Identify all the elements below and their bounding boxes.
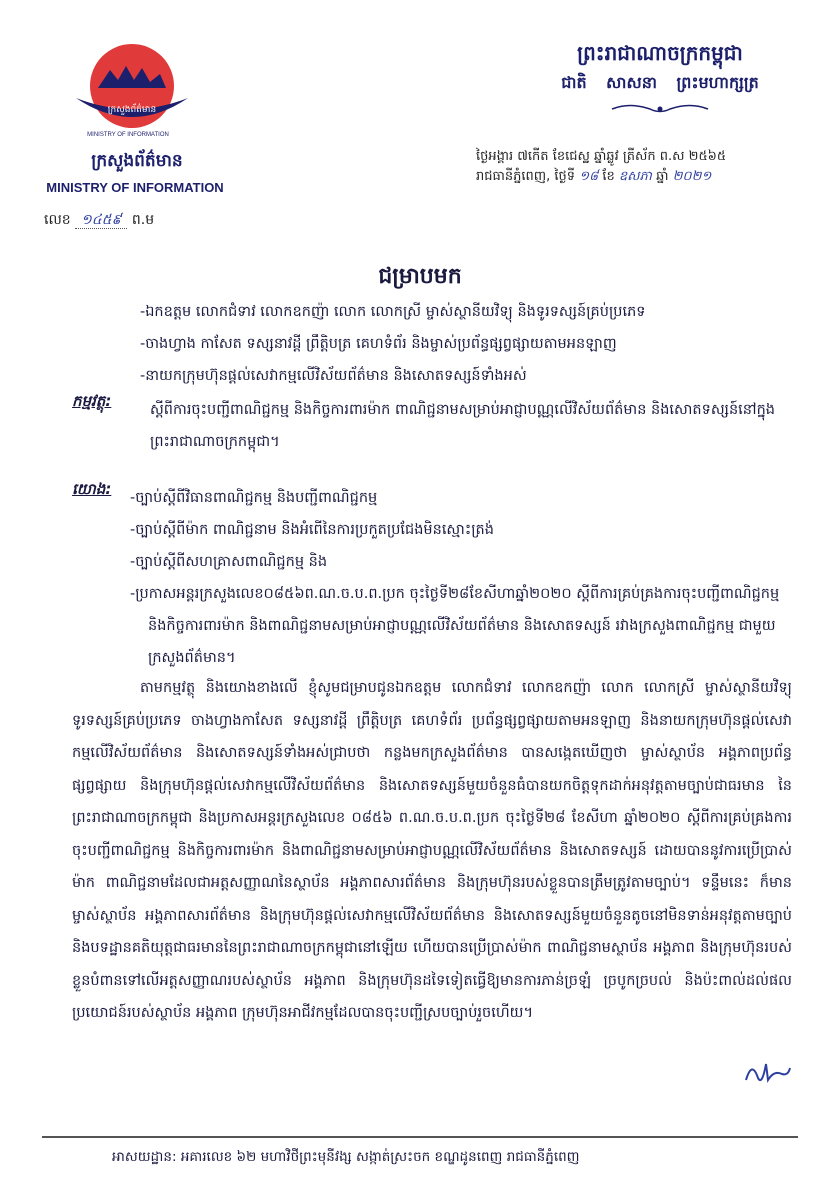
reference-item: -ប្រកាសអន្តរក្រសួងលេខ០៨៥៦ព.ណ.ច.ប.ព.ប្រក ចុះថ្ងៃទី២៨ខែសីហាឆ្នាំ២០២០ ស្តីពីការគ្រប់គ្រងការចុះបញ្ជីពាណិជ្ជកម្ម និងកិច្ចការពារម៉ាក និងពាណិជ្ជនាមសម្រាប់អាជ្ញាបណ្ណលើវិស័យព័ត៌មាន និងសោតទស្សន៍ រវាងក្រសួងពាណិជ្ជកម្ម ជាមួយក្រសួងព័ត៌មាន។ xyxy=(130,586,780,666)
footer-address: អាសយដ្ឋាន: អគារលេខ ៦២ មហាវិថីព្រះមុនីវង្ស សង្កាត់ស្រះចក ខណ្ឌដូនពេញ រាជធានីភ្នំពេញ xyxy=(112,1149,580,1165)
subject-label: កម្មវត្ថុ: xyxy=(72,392,112,410)
national-motto: ជាតិ សាសនា ព្រះមហាក្សត្រ xyxy=(561,73,759,92)
reference-item: -ច្បាប់ស្តីពីម៉ាក ពាណិជ្ជនាម និងអំពើនៃការប្រកួតប្រជែងមិនស្មោះត្រង់ xyxy=(130,522,494,538)
recipient-item: -នាយកក្រុមហ៊ុនផ្តល់សេវាកម្មលើវិស័យព័ត៌មាន និងសោតទស្សន៍ទាំងអស់ xyxy=(140,368,527,384)
ornament-divider xyxy=(610,102,710,116)
ref-prefix: លេខ xyxy=(44,212,71,228)
ministry-name-en: MINISTRY OF INFORMATION xyxy=(46,180,224,195)
recipient-item: -ឯកឧត្តម លោកជំទាវ លោកឧកញ៉ា លោក លោកស្រី ម្ចាស់ស្ថានីយវិទ្យុ និងទូរទស្សន៍គ្រប់ប្រភេទ xyxy=(140,304,646,320)
references-label: យោង: xyxy=(72,480,112,498)
ref-suffix: ព.ម xyxy=(131,212,155,228)
ministry-logo xyxy=(68,40,196,140)
references-list xyxy=(130,482,790,674)
ministry-name-kh: ក្រសួងព័ត៌មាន xyxy=(91,151,183,171)
date-solar xyxy=(476,168,816,187)
date-solar-prefix: រាជធានីភ្នំពេញ, ថ្ងៃទី xyxy=(476,169,576,184)
reference-number xyxy=(44,210,154,231)
kingdom-heading: ព្រះរាជាណាចក្រកម្ពុជា xyxy=(577,41,743,65)
recipient-list xyxy=(140,296,780,392)
reference-item: -ច្បាប់ស្តីពីវិធានពាណិជ្ជកម្ម និងបញ្ជីពាណិជ្ជកម្ម xyxy=(130,490,378,506)
footer-divider xyxy=(42,1136,798,1138)
ref-number: ១៤៥៩ xyxy=(75,212,127,229)
subject-text: ស្តីពីការចុះបញ្ជីពាណិជ្ជកម្ម និងកិច្ចការពារម៉ាក ពាណិជ្ជនាមសម្រាប់អាជ្ញាបណ្ណលើវិស័យព័ត៌មាន និងសោតទស្សន៍នៅក្នុងព្រះរាជាណាចក្រកម្ពុជា។ xyxy=(150,402,775,450)
reference-item: -ច្បាប់ស្តីពីសហគ្រាសពាណិជ្ជកម្ម និង xyxy=(130,554,328,570)
letter-body: តាមកម្មវត្ថុ និងយោងខាងលើ ខ្ញុំសូមជម្រាបជូនឯកឧត្តម លោកជំទាវ លោកឧកញ៉ា លោក លោកស្រី ម្ចាស់ស្ថានីយវិទ្យុ ទូរទស្សន៍គ្រប់ប្រភេទ ចាងហ្វាងកាសែត ទស្សនាវដ្តី ព្រឹត្តិបត្រ គេហទំព័រ ប្រព័ន្ធផ្សព្វផ្សាយតាមអនឡាញ និងនាយកក្រុមហ៊ុនផ្តល់សេវាកម្មលើវិស័យព័ត៌មាន និងសោតទស្សន៍ទាំងអស់ជ្រាបថា កន្លងមកក្រសួងព័ត៌មាន បានសង្កេតឃើញថា ម្ចាស់ស្ថាប័ន អង្គភាពប្រព័ន្ធផ្សព្វផ្សាយ និងក្រុមហ៊ុនផ្តល់សេវាកម្មលើវិស័យព័ត៌មាន និងសោតទស្សន៍មួយចំនួនធំបានយកចិត្តទុកដាក់អនុវត្តតាមច្បាប់ជាធរមាន នៃព្រះរាជាណាចក្រកម្ពុជា និងប្រកាសអន្តរក្រសួងលេខ ០៨៥៦ ព.ណ.ច.ប.ព.ប្រក ចុះថ្ងៃទី២៨ ខែសីហា ឆ្នាំ២០២០ ស្តីពីការគ្រប់គ្រងការចុះបញ្ជីពាណិជ្ជកម្ម និងកិច្ចការពារម៉ាក និងពាណិជ្ជនាមសម្រាប់អាជ្ញាបណ្ណលើវិស័យព័ត៌មាន និងសោតទស្សន៍ ដោយបាននូវការប្រើប្រាស់ម៉ាក ពាណិជ្ជនាមដែលជាអត្តសញ្ញាណនៃស្ថាប័ន អង្គភាពសារព័ត៌មាន និងក្រុមហ៊ុនរបស់ខ្លួនបានត្រឹមត្រូវតាមច្បាប់។ ទន្ទឹមនេះ ក៏មានម្ចាស់ស្ថាប័ន អង្គភាពសារព័ត៌មាន និងក្រុមហ៊ុនផ្តល់សេវាកម្មលើវិស័យព័ត៌មាន និងសោតទស្សន៍មួយចំនួនតូចនៅមិនទាន់អនុវត្តតាមច្បាប់ និងបទដ្ឋានគតិយុត្តជាធរមាននៃព្រះរាជាណាចក្រកម្ពុជានៅឡើយ ហើយបានប្រើប្រាស់ម៉ាក ពាណិជ្ជនាមស្ថាប័ន អង្គភាព និងក្រុមហ៊ុនរបស់ខ្លួនបំពានទៅលើអត្តសញ្ញាណរបស់ស្ថាប័ន អង្គភាព និងក្រុមហ៊ុនដទៃទៀតធ្វើឱ្យមានការភាន់ច្រឡំ ច្របូកច្របល់ និងប៉ះពាល់ដល់ផលប្រយោជន៍របស់ស្ថាប័ន អង្គភាព ក្រុមហ៊ុនអាជីវកម្មដែលបានចុះបញ្ជីស្របច្បាប់រួចហើយ។ xyxy=(72,680,792,1021)
signature-mark xyxy=(742,1050,792,1090)
logo-text: ក្រសួងព័ត៌មាន xyxy=(107,105,157,115)
date-year-label: ឆ្នាំ xyxy=(656,169,669,184)
recipient-item: -ចាងហ្វាង កាសែត ទស្សនាវដ្តី ព្រឹត្តិបត្រ គេហទំព័រ និងម្ចាស់ប្រព័ន្ធផ្សព្វផ្សាយតាមអនឡាញ xyxy=(140,336,617,352)
date-month: ឧសភា xyxy=(618,169,652,184)
date-month-label: ខែ xyxy=(602,169,615,184)
logo-arc-text: MINISTRY OF INFORMATION xyxy=(87,132,169,138)
date-lunar: ថ្ងៃអង្គារ ៧កើត ខែជេស្ឋ ឆ្នាំឆ្លូវ ត្រីស័ក ព.ស ២៥៦៥ xyxy=(476,149,727,164)
letter-title: ជម្រាបមក xyxy=(378,264,462,289)
date-year: ២០២១ xyxy=(672,169,712,184)
date-day: ១៨ xyxy=(579,169,599,184)
